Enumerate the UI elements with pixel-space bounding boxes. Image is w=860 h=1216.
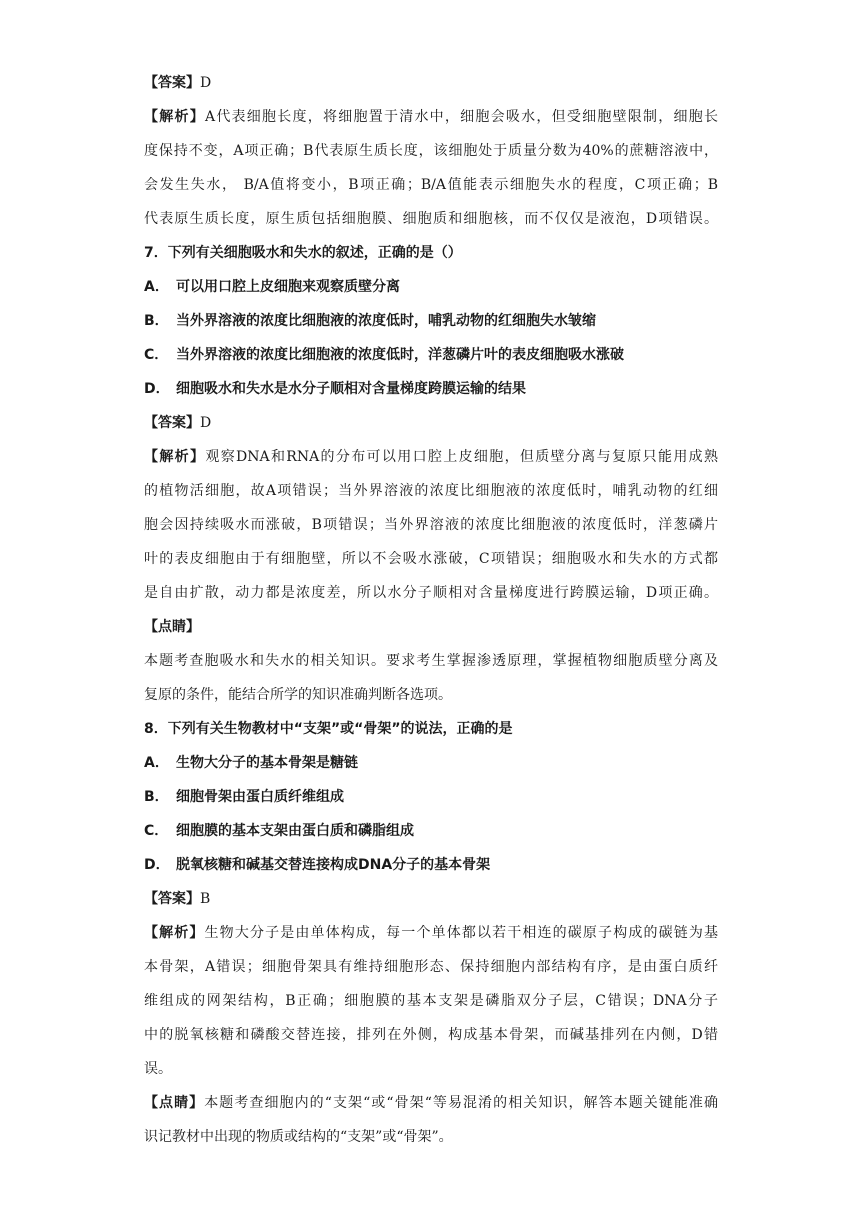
- q8-analysis-line-4: 中的脱氧核糖和磷酸交替连接，排列在外侧，构成基本骨架，而碱基排列在内侧，D错: [144, 1027, 718, 1043]
- q6-analysis-line-2: 度保持不变，A项正确；B代表原生质长度，该细胞处于质量分数为40%的蔗糖溶液中，: [144, 143, 718, 159]
- q6-analysis-line-4: 代表原生质长度，原生质包括细胞膜、细胞质和细胞核，而不仅仅是液泡，D项错误。: [144, 211, 718, 227]
- q7-option-a: A． 可以用口腔上皮细胞来观察质壁分离: [144, 279, 400, 295]
- q7-answer: 【答案】D: [144, 415, 212, 431]
- q6-answer: [144, 66, 718, 100]
- q7-analysis-line-1: 【解析】观察DNA和RNA的分布可以用口腔上皮细胞，但质壁分离与复原只能用成熟: [144, 449, 718, 465]
- q8-comment-line-1: 【点睛】本题考查细胞内的“支架“或“骨架“等易混淆的相关知识，解答本题关键能准确: [144, 1095, 718, 1111]
- q7-analysis-line-3: 胞会因持续吸水而涨破，B项错误；当外界溶液的浓度比细胞液的浓度低时，洋葱磷片: [144, 517, 718, 533]
- q8-analysis-line-1: 【解析】生物大分子是由单体构成，每一个单体都以若干相连的碳原子构成的碳链为基: [144, 925, 718, 941]
- question-8: [144, 712, 718, 1154]
- q8-comment-line-2: 识记教材中出现的物质或结构的“支架”或“骨架”。: [144, 1129, 453, 1145]
- q7-option-d: D． 细胞吸水和失水是水分子顺相对含量梯度跨膜运输的结果: [144, 381, 526, 397]
- q7-analysis-line-5: 是自由扩散，动力都是浓度差，所以水分子顺相对含量梯度进行跨膜运输，D项正确。: [144, 585, 718, 601]
- q8-analysis-line-2: 本骨架，A错误；细胞骨架具有维持细胞形态、保持细胞内部结构有序，是由蛋白质纤: [144, 959, 718, 975]
- q7-comment-line-1: 本题考查胞吸水和失水的相关知识。要求考生掌握渗透原理，掌握植物细胞质壁分离及: [144, 653, 718, 669]
- question-7-stem: 7．下列有关细胞吸水和失水的叙述，正确的是（）: [144, 245, 462, 261]
- q7-option-b: B． 当外界溶液的浓度比细胞液的浓度低时，哺乳动物的红细胞失水皱缩: [144, 313, 596, 329]
- q7-option-c: C． 当外界溶液的浓度比细胞液的浓度低时，洋葱磷片叶的表皮细胞吸水涨破: [144, 347, 624, 363]
- q8-option-c: C． 细胞膜的基本支架由蛋白质和磷脂组成: [144, 823, 414, 839]
- answer-value: D: [200, 75, 212, 91]
- q8-option-d: D． 脱氧核糖和碱基交替连接构成DNA分子的基本骨架: [144, 857, 491, 873]
- q7-analysis-line-2: 的植物活细胞，故A项错误；当外界溶液的浓度比细胞液的浓度低时，哺乳动物的红细: [144, 483, 718, 499]
- q7-analysis-line-4: 叶的表皮细胞由于有细胞壁，所以不会吸水涨破，C项错误；细胞吸水和失水的方式都: [144, 551, 718, 567]
- analysis-tag: 【解析】: [144, 109, 205, 125]
- q6-analysis-line-1: 【解析】A代表细胞长度，将细胞置于清水中，细胞会吸水，但受细胞壁限制，细胞长: [144, 109, 718, 125]
- q8-answer: 【答案】B: [144, 891, 211, 907]
- q7-comment-tag: 【点睛】: [144, 619, 200, 635]
- q6-answer-analysis: [144, 66, 718, 236]
- q8-option-a: A． 生物大分子的基本骨架是糖链: [144, 755, 358, 771]
- question-8-stem: 8．下列有关生物教材中“支架”或“骨架”的说法，正确的是: [144, 721, 513, 737]
- question-7: [144, 236, 718, 712]
- q8-option-b: B． 细胞骨架由蛋白质纤维组成: [144, 789, 344, 805]
- q8-analysis-line-5: 误。: [144, 1061, 172, 1077]
- answer-tag: 【答案】: [144, 75, 200, 91]
- q7-comment-line-2: 复原的条件，能结合所学的知识准确判断各选项。: [144, 687, 452, 703]
- q6-analysis-line-3: 会发生失水， B/A值将变小，B项正确；B/A值能表示细胞失水的程度，C项正确；B: [144, 177, 718, 193]
- q8-analysis-line-3: 维组成的网架结构，B正确；细胞膜的基本支架是磷脂双分子层，C错误；DNA分子: [144, 993, 718, 1009]
